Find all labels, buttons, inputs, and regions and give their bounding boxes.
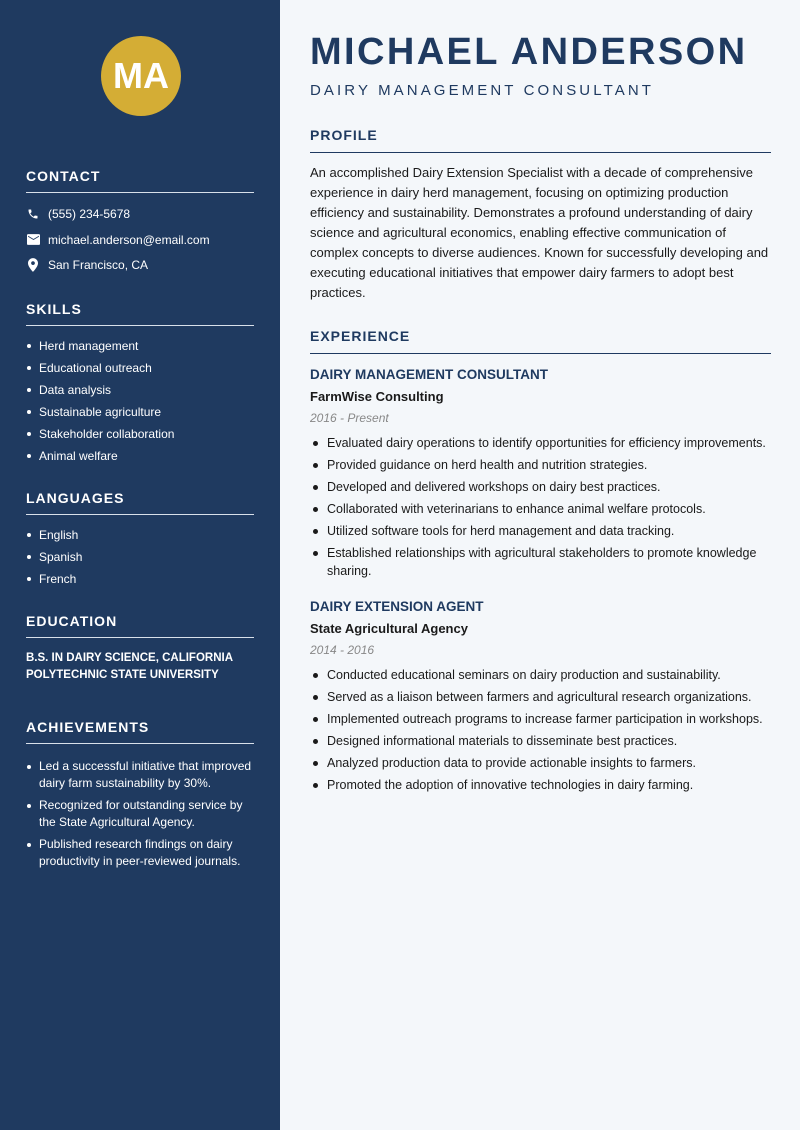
education-section xyxy=(26,613,254,684)
phone-icon xyxy=(26,207,40,221)
language-item: French xyxy=(26,571,254,587)
education-heading: EDUCATION xyxy=(26,613,254,638)
job-title: DAIRY EXTENSION AGENT xyxy=(310,599,484,614)
skill-item: Data analysis xyxy=(26,382,254,398)
languages-list xyxy=(26,527,254,587)
job-company: FarmWise Consulting xyxy=(310,389,444,404)
skill-item: Educational outreach xyxy=(26,360,254,376)
contact-phone-text[interactable]: (555) 234-5678 xyxy=(48,207,131,221)
job-bullet: Promoted the adoption of innovative technologies in dairy farming. xyxy=(310,776,771,794)
job-bullet: Developed and delivered workshops on dairy best practices. xyxy=(310,478,771,496)
contact-section xyxy=(26,168,254,274)
achievement-item: Recognized for outstanding service by the State Agricultural Agency. xyxy=(26,797,254,831)
job-entry xyxy=(310,598,771,794)
avatar-initials: MA xyxy=(113,55,169,96)
job-company: State Agricultural Agency xyxy=(310,621,468,636)
avatar xyxy=(101,36,181,116)
job-bullet: Provided guidance on herd health and nutrition strategies. xyxy=(310,456,771,474)
job-dates: 2014 - 2016 xyxy=(310,643,375,657)
job-bullets xyxy=(310,666,771,794)
skills-heading: SKILLS xyxy=(26,301,254,326)
job-bullet: Designed informational materials to disseminate best practices. xyxy=(310,732,771,750)
job-bullet: Established relationships with agricultural stakeholders to promote knowledge sharing. xyxy=(310,544,771,580)
contact-email xyxy=(26,231,254,249)
profile-section xyxy=(310,127,771,303)
achievements-heading: ACHIEVEMENTS xyxy=(26,719,254,744)
achievements-list xyxy=(26,758,254,870)
skills-list xyxy=(26,338,254,464)
skill-item: Sustainable agriculture xyxy=(26,404,254,420)
skill-item: Herd management xyxy=(26,338,254,354)
achievement-item: Published research findings on dairy productivity in peer-reviewed journals. xyxy=(26,836,254,870)
achievement-item: Led a successful initiative that improved dairy farm sustainability by 30%. xyxy=(26,758,254,792)
sidebar xyxy=(0,0,280,1130)
job-bullet: Evaluated dairy operations to identify opportunities for efficiency improvements. xyxy=(310,434,771,452)
job-title: DAIRY MANAGEMENT CONSULTANT xyxy=(310,367,548,382)
contact-location-text: San Francisco, CA xyxy=(48,258,149,272)
contact-phone xyxy=(26,205,254,223)
job-bullet: Implemented outreach programs to increase farmer participation in workshops. xyxy=(310,710,771,728)
contact-location xyxy=(26,256,254,274)
contact-email-text[interactable]: michael.anderson@email.com xyxy=(48,232,210,247)
experience-section xyxy=(310,328,771,794)
job-dates: 2016 - Present xyxy=(310,411,389,425)
skill-item: Stakeholder collaboration xyxy=(26,426,254,442)
skills-section xyxy=(26,301,254,464)
languages-heading: LANGUAGES xyxy=(26,490,254,515)
skill-item: Animal welfare xyxy=(26,448,254,464)
candidate-title: DAIRY MANAGEMENT CONSULTANT xyxy=(310,82,655,99)
achievements-section xyxy=(26,719,254,870)
language-item: English xyxy=(26,527,254,543)
profile-text: An accomplished Dairy Extension Specialist with a decade of comprehensive experience in dairy herd management, focusing on optimizing production efficiency and sustainability. Demonstrates a profound understanding of dairy science and agricultural economics, enabling effective communication of complex concepts to diverse audiences. Known for successfully developing and executing educational initiatives that empower dairy farmers to adopt best practices. xyxy=(310,165,769,300)
job-bullet: Analyzed production data to provide actionable insights to farmers. xyxy=(310,754,771,772)
candidate-name: MICHAEL ANDERSON xyxy=(310,31,748,73)
job-bullet: Utilized software tools for herd management and data tracking. xyxy=(310,522,771,540)
job-bullets xyxy=(310,434,771,580)
job-entry xyxy=(310,366,771,580)
job-bullet: Conducted educational seminars on dairy production and sustainability. xyxy=(310,666,771,684)
education-degree: B.S. IN DAIRY SCIENCE, CALIFORNIA POLYTECHNIC STATE UNIVERSITY xyxy=(26,652,233,681)
location-icon xyxy=(26,258,40,272)
contact-heading: CONTACT xyxy=(26,168,254,193)
language-item: Spanish xyxy=(26,549,254,565)
email-icon xyxy=(26,233,40,247)
languages-section xyxy=(26,490,254,587)
experience-heading: EXPERIENCE xyxy=(310,328,771,354)
profile-heading: PROFILE xyxy=(310,127,771,153)
job-bullet: Collaborated with veterinarians to enhance animal welfare protocols. xyxy=(310,500,771,518)
job-bullet: Served as a liaison between farmers and agricultural research organizations. xyxy=(310,688,771,706)
main-content xyxy=(280,0,800,1130)
